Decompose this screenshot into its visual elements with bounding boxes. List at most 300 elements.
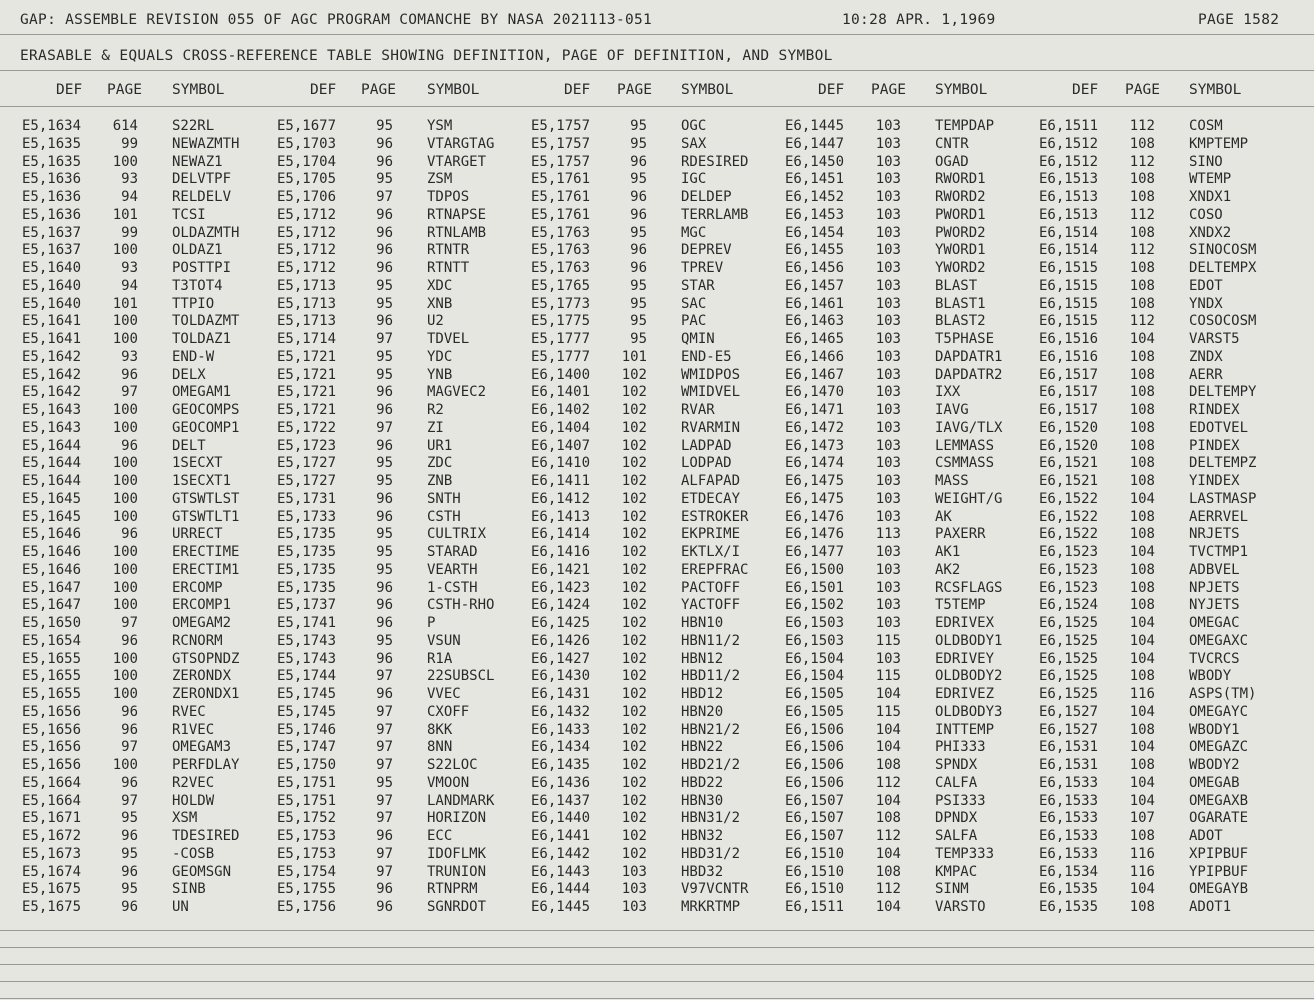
page-cell: 112 (1129, 242, 1155, 259)
def-cell: E6,1447 (785, 135, 845, 152)
def-cell: E5,1721 (277, 402, 337, 418)
symbol-cell: VEARTH (427, 561, 478, 578)
def-cell: E5,1735 (277, 561, 337, 578)
page-cell: 95 (376, 295, 393, 312)
symbol-cell: TERRLAMB (681, 206, 749, 223)
def-cell: E5,1640 (22, 277, 82, 294)
symbol-cell: LODPAD (681, 455, 732, 472)
symbol-cell: NPJETS (1189, 579, 1240, 596)
page-cell: 113 (875, 526, 901, 543)
def-cell: E5,1655 (22, 686, 82, 702)
symbol-cell: LANDMARK (427, 792, 495, 809)
table-row (0, 810, 1314, 828)
def-cell: E5,1735 (277, 544, 337, 560)
def-cell: E6,1533 (1039, 845, 1099, 862)
symbol-cell: BLAST (935, 277, 978, 294)
def-cell: E5,1714 (277, 331, 337, 347)
page-cell: 96 (121, 721, 138, 738)
page-cell: 93 (121, 348, 138, 365)
page-cell: 104 (1129, 331, 1155, 347)
def-cell: E5,1641 (22, 331, 82, 347)
page-cell: 96 (121, 437, 138, 454)
symbol-cell: OGC (681, 118, 707, 134)
symbol-cell: T3TOT4 (172, 277, 223, 294)
page-cell: 96 (121, 632, 138, 649)
def-cell: E6,1501 (785, 579, 845, 596)
def-cell: E6,1425 (531, 615, 591, 631)
symbol-cell: HBN12 (681, 650, 724, 667)
def-cell: E5,1735 (277, 579, 337, 596)
symbol-cell: OMEGAYB (1189, 881, 1249, 898)
def-cell: E6,1442 (531, 845, 591, 862)
def-cell: E6,1525 (1039, 650, 1099, 667)
table-row (0, 846, 1314, 864)
symbol-cell: WEIGHT/G (935, 490, 1003, 507)
def-cell: E5,1642 (22, 348, 82, 365)
symbol-cell: COSM (1189, 118, 1223, 134)
symbol-cell: OMEGAB (1189, 774, 1240, 791)
page-cell: 103 (875, 508, 901, 525)
page-cell: 115 (875, 703, 901, 720)
symbol-cell: TRUNION (427, 863, 487, 880)
page-cell: 96 (376, 828, 393, 844)
symbol-cell: R1VEC (172, 721, 215, 738)
table-row (0, 881, 1314, 899)
symbol-cell: UN (172, 899, 189, 915)
def-cell: E6,1503 (785, 632, 845, 649)
page-cell: 96 (376, 153, 393, 170)
table-row (0, 633, 1314, 651)
page-cell: 103 (875, 615, 901, 631)
symbol-cell: WTEMP (1189, 171, 1232, 188)
cross-reference-table (0, 118, 1314, 917)
page-cell: 108 (1129, 348, 1155, 365)
page-cell: 96 (630, 242, 647, 259)
page-cell: 96 (630, 206, 647, 223)
def-cell: E6,1503 (785, 615, 845, 631)
symbol-cell: MRKRTMP (681, 899, 741, 915)
symbol-cell: HBD32 (681, 863, 724, 880)
symbol-cell: PACTOFF (681, 579, 741, 596)
def-cell: E6,1437 (531, 792, 591, 809)
page-cell: 102 (621, 473, 647, 489)
page-cell: 95 (630, 224, 647, 241)
def-cell: E5,1637 (22, 224, 82, 241)
def-cell: E6,1515 (1039, 313, 1099, 330)
page-cell: 108 (1129, 455, 1155, 472)
def-cell: E5,1644 (22, 455, 82, 472)
def-cell: E5,1705 (277, 171, 337, 188)
def-cell: E5,1640 (22, 260, 82, 276)
table-subtitle-bar (20, 48, 1300, 68)
symbol-cell: OGARATE (1189, 810, 1249, 827)
def-cell: E5,1636 (22, 189, 82, 205)
def-cell: E6,1410 (531, 455, 591, 472)
symbol-cell: V97VCNTR (681, 881, 749, 898)
symbol-cell: DELTEMPY (1189, 384, 1257, 401)
table-row (0, 704, 1314, 722)
table-row (0, 899, 1314, 917)
symbol-cell: RVARMIN (681, 419, 741, 436)
page-cell: 112 (875, 774, 901, 791)
table-row (0, 580, 1314, 598)
page-cell: 97 (121, 615, 138, 631)
page-cell: 103 (875, 419, 901, 436)
symbol-cell: DELT (172, 437, 206, 454)
def-cell: E5,1751 (277, 792, 337, 809)
page-cell: 95 (376, 774, 393, 791)
page-cell: 103 (875, 224, 901, 241)
def-cell: E6,1507 (785, 792, 845, 809)
page-cell: 103 (875, 189, 901, 205)
page-cell: 100 (112, 597, 138, 614)
def-cell: E6,1522 (1039, 526, 1099, 543)
page-cell: 103 (875, 473, 901, 489)
def-cell: E5,1712 (277, 224, 337, 241)
symbol-cell: YNDX (1189, 295, 1223, 312)
symbol-cell: TEMPDAP (935, 118, 995, 134)
def-cell: E5,1756 (277, 899, 337, 915)
def-cell: E5,1644 (22, 437, 82, 454)
page-cell: 97 (376, 845, 393, 862)
def-cell: E5,1763 (531, 260, 591, 276)
page-cell: 102 (621, 703, 647, 720)
page-cell: 103 (621, 899, 647, 915)
def-cell: E5,1672 (22, 828, 82, 844)
def-cell: E6,1473 (785, 437, 845, 454)
def-cell: E5,1656 (22, 757, 82, 773)
page-cell: 108 (1129, 828, 1155, 844)
page-cell: 95 (630, 171, 647, 188)
def-cell: E5,1773 (531, 295, 591, 312)
symbol-cell: TVCRCS (1189, 650, 1240, 667)
symbol-cell: OMEGAXB (1189, 792, 1249, 809)
def-cell: E5,1712 (277, 260, 337, 276)
def-cell: E6,1513 (1039, 171, 1099, 188)
def-cell: E5,1741 (277, 615, 337, 631)
def-cell: E6,1525 (1039, 615, 1099, 631)
symbol-cell: XSM (172, 810, 198, 827)
page-cell: 102 (621, 774, 647, 791)
def-cell: E6,1470 (785, 384, 845, 401)
page-cell: 103 (875, 455, 901, 472)
page-cell: 95 (630, 331, 647, 347)
def-cell: E5,1752 (277, 810, 337, 827)
page-cell: 99 (121, 135, 138, 152)
symbol-cell: IAVG/TLX (935, 419, 1003, 436)
def-cell: E6,1433 (531, 721, 591, 738)
symbol-cell: HBN32 (681, 828, 724, 844)
def-cell: E6,1477 (785, 544, 845, 560)
page-cell: 103 (621, 881, 647, 898)
def-cell: E6,1521 (1039, 473, 1099, 489)
def-cell: E6,1515 (1039, 277, 1099, 294)
def-cell: E6,1515 (1039, 295, 1099, 312)
page-cell: 93 (121, 171, 138, 188)
def-cell: E6,1452 (785, 189, 845, 205)
symbol-cell: HOLDW (172, 792, 215, 809)
table-row (0, 438, 1314, 456)
page-cell: 102 (621, 792, 647, 809)
def-cell: E6,1507 (785, 828, 845, 844)
def-cell: E5,1655 (22, 650, 82, 667)
page-cell: 108 (875, 810, 901, 827)
symbol-cell: ERCOMP (172, 579, 223, 596)
def-cell: E6,1515 (1039, 260, 1099, 276)
symbol-cell: ADBVEL (1189, 561, 1240, 578)
col-symbol: SYMBOL (935, 82, 988, 98)
symbol-cell: NEWAZ1 (172, 153, 223, 170)
def-cell: E6,1423 (531, 579, 591, 596)
symbol-cell: S22RL (172, 118, 215, 134)
column-headers (0, 82, 1314, 102)
symbol-cell: TDPOS (427, 189, 470, 205)
def-cell: E6,1440 (531, 810, 591, 827)
def-cell: E6,1533 (1039, 810, 1099, 827)
page-cell: 95 (630, 277, 647, 294)
def-cell: E5,1743 (277, 632, 337, 649)
page-cell: 102 (621, 402, 647, 418)
table-row (0, 615, 1314, 633)
def-cell: E5,1737 (277, 597, 337, 614)
table-row (0, 668, 1314, 686)
symbol-cell: 1SECXT1 (172, 473, 232, 489)
symbol-cell: MGC (681, 224, 707, 241)
page-cell: 100 (112, 419, 138, 436)
symbol-cell: IXX (935, 384, 961, 401)
def-cell: E6,1517 (1039, 366, 1099, 383)
page-cell: 103 (621, 863, 647, 880)
symbol-cell: RTNLAMB (427, 224, 487, 241)
page-cell: 103 (875, 153, 901, 170)
def-cell: E6,1465 (785, 331, 845, 347)
def-cell: E6,1444 (531, 881, 591, 898)
table-row (0, 242, 1314, 260)
def-cell: E6,1430 (531, 668, 591, 685)
symbol-cell: STAR (681, 277, 715, 294)
page-cell: 96 (121, 526, 138, 543)
symbol-cell: EREPFRAC (681, 561, 749, 578)
symbol-cell: GEOCOMPS (172, 402, 240, 418)
def-cell: E5,1751 (277, 774, 337, 791)
def-cell: E6,1522 (1039, 490, 1099, 507)
def-cell: E5,1712 (277, 206, 337, 223)
col-def: DEF (564, 82, 591, 98)
page-cell: 95 (630, 313, 647, 330)
page-cell: 104 (875, 792, 901, 809)
page-cell: 96 (376, 597, 393, 614)
page-cell: 108 (1129, 384, 1155, 401)
symbol-cell: PSI333 (935, 792, 986, 809)
page-cell: 102 (621, 615, 647, 631)
symbol-cell: DELDEP (681, 189, 732, 205)
symbol-cell: RWORD1 (935, 171, 986, 188)
symbol-cell: YDC (427, 348, 453, 365)
page-cell: 97 (376, 703, 393, 720)
symbol-cell: ETDECAY (681, 490, 741, 507)
symbol-cell: ECC (427, 828, 453, 844)
symbol-cell: VVEC (427, 686, 461, 702)
table-row (0, 225, 1314, 243)
page-cell: 100 (112, 544, 138, 560)
page-cell: 102 (621, 561, 647, 578)
symbol-cell: DEPREV (681, 242, 732, 259)
symbol-cell: RTNPRM (427, 881, 478, 898)
def-cell: E6,1445 (531, 899, 591, 915)
symbol-cell: KMPAC (935, 863, 978, 880)
def-cell: E5,1765 (531, 277, 591, 294)
def-cell: E6,1533 (1039, 828, 1099, 844)
symbol-cell: XDC (427, 277, 453, 294)
symbol-cell: DAPDATR2 (935, 366, 1003, 383)
def-cell: E5,1747 (277, 739, 337, 756)
def-cell: E5,1712 (277, 242, 337, 259)
page-cell: 96 (121, 703, 138, 720)
symbol-cell: CALFA (935, 774, 978, 791)
def-cell: E6,1505 (785, 703, 845, 720)
symbol-cell: COSOCOSM (1189, 313, 1257, 330)
def-cell: E5,1761 (531, 189, 591, 205)
symbol-cell: TDESIRED (172, 828, 240, 844)
symbol-cell: ZI (427, 419, 444, 436)
symbol-cell: VSUN (427, 632, 461, 649)
page-cell: 108 (1129, 402, 1155, 418)
def-cell: E5,1703 (277, 135, 337, 152)
page-cell: 95 (376, 473, 393, 489)
page-cell: 104 (1129, 703, 1155, 720)
table-row (0, 775, 1314, 793)
page-cell: 100 (112, 455, 138, 472)
page-cell: 108 (1129, 260, 1155, 276)
page-cell: 102 (621, 526, 647, 543)
symbol-cell: YSM (427, 118, 453, 134)
def-cell: E5,1646 (22, 561, 82, 578)
page-cell: 96 (376, 650, 393, 667)
symbol-cell: EDRIVEX (935, 615, 995, 631)
symbol-cell: RELDELV (172, 189, 232, 205)
page-cell: 108 (1129, 899, 1155, 915)
symbol-cell: SAX (681, 135, 707, 152)
page-cell: 96 (121, 899, 138, 915)
symbol-cell: RTNTT (427, 260, 470, 276)
def-cell: E6,1476 (785, 526, 845, 543)
page-cell: 103 (875, 366, 901, 383)
def-cell: E6,1516 (1039, 348, 1099, 365)
page-cell: 103 (875, 242, 901, 259)
def-cell: E6,1525 (1039, 668, 1099, 685)
page-cell: 103 (875, 544, 901, 560)
page-cell: 102 (621, 739, 647, 756)
symbol-cell: OLDBODY3 (935, 703, 1003, 720)
def-cell: E6,1534 (1039, 863, 1099, 880)
page-cell: 97 (376, 419, 393, 436)
def-cell: E5,1745 (277, 686, 337, 702)
page-cell: 97 (376, 189, 393, 205)
symbol-cell: T5PHASE (935, 331, 995, 347)
def-cell: E6,1457 (785, 277, 845, 294)
page-cell: 95 (121, 881, 138, 898)
symbol-cell: OLDBODY1 (935, 632, 1003, 649)
def-cell: E5,1664 (22, 774, 82, 791)
def-cell: E5,1727 (277, 455, 337, 472)
page-cell: 108 (1129, 561, 1155, 578)
symbol-cell: YPIPBUF (1189, 863, 1249, 880)
def-cell: E5,1757 (531, 153, 591, 170)
page-cell: 102 (621, 384, 647, 401)
page-cell: 100 (112, 153, 138, 170)
def-cell: E5,1656 (22, 703, 82, 720)
page-cell: 116 (1129, 686, 1155, 702)
def-cell: E6,1522 (1039, 508, 1099, 525)
symbol-cell: TCSI (172, 206, 206, 223)
symbol-cell: EDOTVEL (1189, 419, 1249, 436)
page-cell: 100 (112, 313, 138, 330)
def-cell: E5,1750 (277, 757, 337, 773)
def-cell: E6,1455 (785, 242, 845, 259)
symbol-cell: TOLDAZMT (172, 313, 240, 330)
symbol-cell: LASTMASP (1189, 490, 1257, 507)
def-cell: E6,1412 (531, 490, 591, 507)
symbol-cell: PWORD1 (935, 206, 986, 223)
page-cell: 103 (875, 597, 901, 614)
symbol-cell: T5TEMP (935, 597, 986, 614)
page-cell: 102 (621, 366, 647, 383)
page-cell: 108 (1129, 295, 1155, 312)
def-cell: E5,1646 (22, 526, 82, 543)
def-cell: E5,1673 (22, 845, 82, 862)
def-cell: E5,1722 (277, 419, 337, 436)
symbol-cell: AERR (1189, 366, 1223, 383)
symbol-cell: HBD22 (681, 774, 724, 791)
def-cell: E6,1514 (1039, 242, 1099, 259)
table-row (0, 331, 1314, 349)
table-row (0, 455, 1314, 473)
page-cell: 107 (1129, 810, 1155, 827)
page-cell: 101 (112, 295, 138, 312)
page-cell: 102 (621, 632, 647, 649)
def-cell: E6,1431 (531, 686, 591, 702)
def-cell: E6,1525 (1039, 686, 1099, 702)
symbol-cell: BLAST2 (935, 313, 986, 330)
symbol-cell: DPNDX (935, 810, 978, 827)
page-cell: 102 (621, 544, 647, 560)
table-row (0, 349, 1314, 367)
def-cell: E6,1401 (531, 384, 591, 401)
page-cell: 112 (1129, 118, 1155, 134)
symbol-cell: SPNDX (935, 757, 978, 773)
symbol-cell: NEWAZMTH (172, 135, 240, 152)
page-cell: 103 (875, 135, 901, 152)
page-cell: 103 (875, 331, 901, 347)
symbol-cell: GEOCOMP1 (172, 419, 240, 436)
symbol-cell: CSTH-RHO (427, 597, 495, 614)
table-row (0, 118, 1314, 136)
symbol-cell: SGNRDOT (427, 899, 487, 915)
symbol-cell: SAC (681, 295, 707, 312)
symbol-cell: ZDC (427, 455, 453, 472)
def-cell: E6,1506 (785, 757, 845, 773)
def-cell: E6,1432 (531, 703, 591, 720)
page-cell: 100 (112, 579, 138, 596)
page-cell: 112 (875, 828, 901, 844)
def-cell: E6,1517 (1039, 402, 1099, 418)
def-cell: E5,1713 (277, 277, 337, 294)
page-cell: 96 (121, 863, 138, 880)
def-cell: E5,1713 (277, 295, 337, 312)
page-cell: 97 (376, 739, 393, 756)
col-page: PAGE (1125, 82, 1160, 98)
def-cell: E5,1675 (22, 881, 82, 898)
